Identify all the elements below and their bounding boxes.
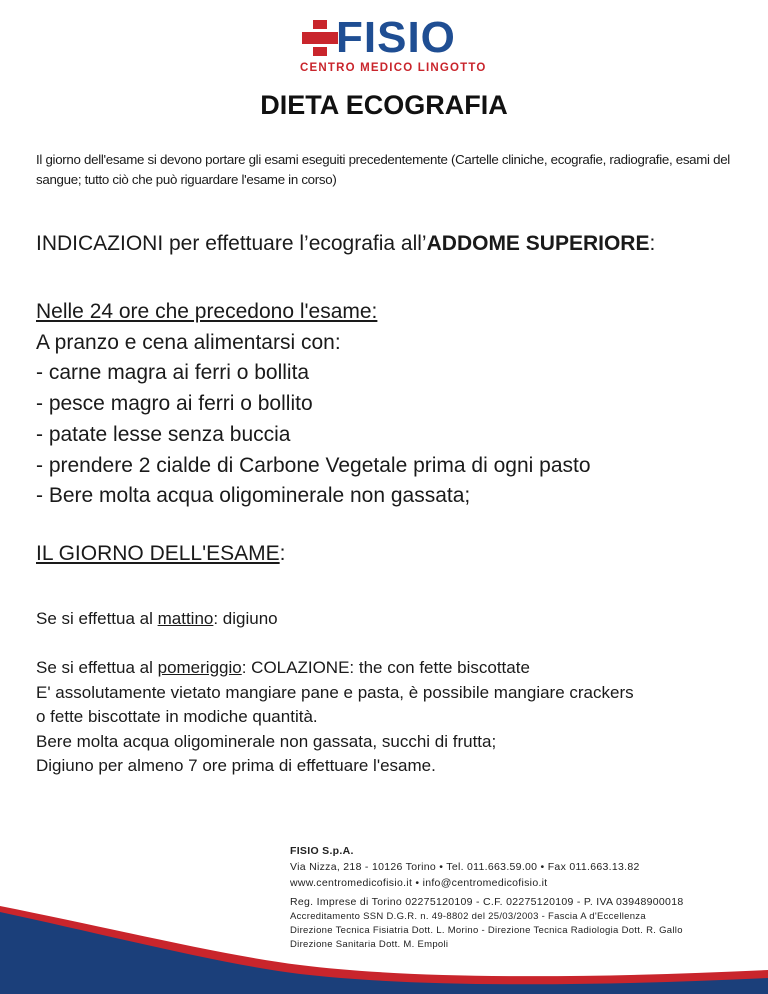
afternoon-line: o fette biscottate in modiche quantità.	[36, 707, 318, 726]
afternoon-line: Digiuno per almeno 7 ore prima di effettuare l'esame.	[36, 756, 436, 775]
afternoon-instruction	[36, 656, 756, 779]
morning-instruction	[36, 607, 278, 631]
exam-day-heading-text: IL GIORNO DELL'ESAME	[36, 542, 280, 565]
footer-company: FISIO S.p.A.	[290, 845, 354, 857]
fisio-logo	[300, 12, 487, 78]
exam-day-colon: :	[279, 542, 286, 565]
logo-wordmark: FISIO	[336, 13, 456, 62]
logo-subtitle: CENTRO MEDICO LINGOTTO	[300, 62, 487, 74]
footer-info	[290, 843, 730, 952]
footer-directors: Direzione Tecnica Fisiatria Dott. L. Morino - Direzione Tecnica Radiologia Dott. R. Gallo	[290, 925, 683, 936]
footer-address: Via Nizza, 218 - 10126 Torino • Tel. 011.663.59.00 • Fax 011.663.13.82	[290, 861, 640, 873]
footer-medical-director: Direzione Sanitaria Dott. M. Empoli	[290, 939, 449, 950]
diet-line: - prendere 2 cialde di Carbone Vegetale prima di ogni pasto	[36, 453, 591, 477]
morning-prefix: Se si effettua al	[36, 609, 158, 628]
diet-line: - patate lesse senza buccia	[36, 422, 291, 446]
intro-paragraph: Il giorno dell'esame si devono portare gli esami eseguiti precedentemente (Cartelle cliniche, ecografie, radiografie, esami del sangue; tutto ciò che può riguardare l'esame in corso)	[36, 152, 730, 187]
diet-line: - pesce magro ai ferri o bollito	[36, 392, 313, 416]
diet-line: - carne magra ai ferri o bollita	[36, 361, 310, 385]
before-exam-heading: Nelle 24 ore che precedono l'esame:	[36, 300, 378, 323]
afternoon-text: : COLAZIONE: the con fette biscottate	[241, 658, 530, 677]
exam-day-heading	[36, 540, 285, 568]
footer-web: www.centromedicofisio.it • info@centromedicofisio.it	[290, 877, 548, 889]
footer-accreditation: Accreditamento SSN D.G.R. n. 49-8802 del 25/03/2003 - Fascia A d'Eccellenza	[290, 911, 646, 922]
morning-text: : digiuno	[213, 609, 278, 628]
diet-line: - Bere molta acqua oligominerale non gassata;	[36, 484, 471, 508]
morning-word: mattino	[157, 609, 214, 628]
afternoon-word: pomeriggio	[157, 658, 242, 677]
afternoon-first-line	[36, 656, 756, 681]
indications-heading	[36, 230, 756, 258]
afternoon-line: Bere molta acqua oligominerale non gassata, succhi di frutta;	[36, 731, 497, 751]
indications-suffix: :	[649, 232, 656, 255]
afternoon-line: E' assolutamente vietato mangiare pane e pasta, è possibile mangiare crackers	[36, 682, 634, 702]
page-title: DIETA ECOGRAFIA	[260, 90, 508, 120]
indications-emphasis: ADDOME SUPERIORE	[426, 232, 650, 255]
medical-cross-icon	[300, 18, 340, 58]
indications-prefix: INDICAZIONI per effettuare l’ecografia all’	[36, 232, 427, 255]
afternoon-prefix: Se si effettua al	[36, 658, 158, 677]
before-exam-section	[36, 297, 756, 512]
footer-registry: Reg. Imprese di Torino 02275120109 - C.F. 02275120109 - P. IVA 03948900018	[290, 896, 684, 908]
diet-line: A pranzo e cena alimentarsi con:	[36, 330, 341, 354]
